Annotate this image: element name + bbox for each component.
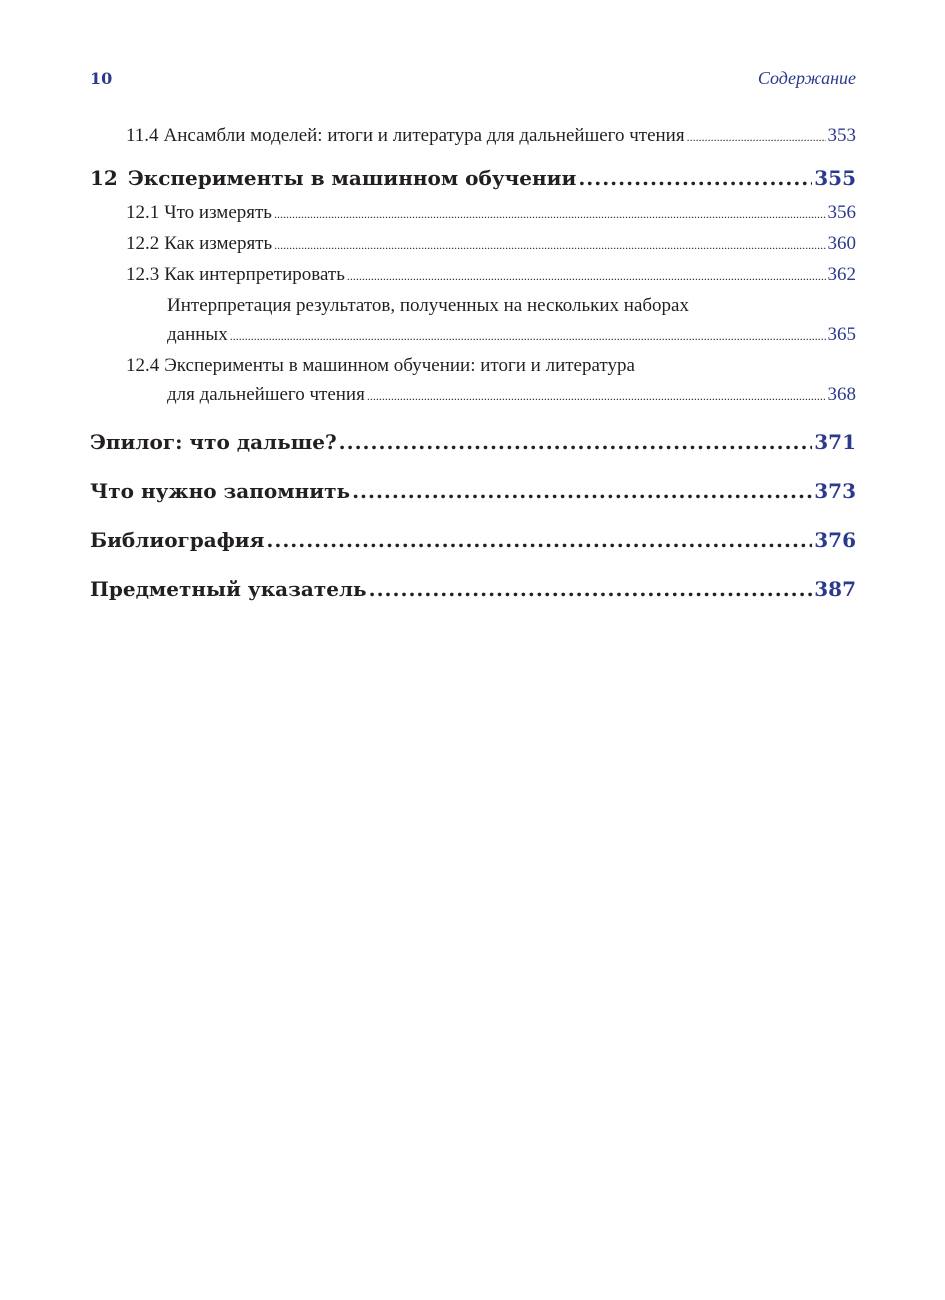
- section-number: 12.3: [126, 264, 160, 285]
- page-ref: 376: [814, 528, 856, 552]
- toc-entry-12-1[interactable]: [90, 198, 856, 229]
- subsection-title-row: [90, 320, 856, 351]
- dot-leader: [230, 322, 826, 351]
- toc-index[interactable]: [90, 575, 856, 603]
- section-title-line1: Эксперименты в машинном обучении: итоги и литература: [164, 355, 635, 376]
- index-title: Предметный указатель: [90, 577, 367, 601]
- toc-epilogue[interactable]: [90, 428, 856, 456]
- dot-leader: [339, 428, 813, 456]
- section-title-line2: для дальнейшего чтения: [167, 384, 365, 405]
- dot-leader: [687, 123, 826, 152]
- toc-remember[interactable]: [90, 477, 856, 505]
- toc-chapter-12[interactable]: [90, 164, 856, 192]
- bibliography-title: Библиография: [90, 528, 265, 552]
- toc-entry-12-3[interactable]: [90, 260, 856, 291]
- page-ref: 387: [814, 577, 856, 601]
- page-ref: 373: [814, 479, 856, 503]
- toc-entry-12-2[interactable]: [90, 229, 856, 260]
- toc-bibliography[interactable]: [90, 526, 856, 554]
- page-ref: 356: [827, 202, 856, 223]
- toc-entry-12-4[interactable]: [90, 351, 856, 411]
- page-ref: 353: [827, 125, 856, 146]
- dot-leader: [369, 575, 813, 603]
- toc-subentry-12-3-1[interactable]: [90, 291, 856, 351]
- section-title: Как измерять: [164, 233, 273, 254]
- dot-leader: [352, 477, 812, 505]
- dot-leader: [578, 164, 812, 192]
- running-head: Содержание: [757, 68, 856, 88]
- section-number: 12.4: [126, 355, 160, 376]
- page-ref: 355: [814, 166, 856, 190]
- page-ref: 365: [827, 324, 856, 345]
- page-ref: 368: [827, 384, 856, 405]
- dot-leader: [274, 200, 826, 229]
- dot-leader: [266, 526, 812, 554]
- section-number: 12.1: [126, 202, 160, 223]
- section-title: Как интерпретировать: [164, 264, 345, 285]
- section-title: Что измерять: [164, 202, 272, 223]
- dot-leader: [274, 231, 825, 260]
- epilogue-title: Эпилог: что дальше?: [90, 430, 337, 454]
- section-title-row: [90, 351, 856, 380]
- dot-leader: [367, 382, 826, 411]
- chapter-title: Эксперименты в машинном обучении: [127, 166, 577, 190]
- section-number: 12.2: [126, 233, 160, 254]
- section-title-continuation: [90, 380, 856, 411]
- dot-leader: [347, 262, 826, 291]
- section-title: Ансамбли моделей: итоги и литература для дальнейшего чтения: [163, 125, 685, 146]
- page-number: 10: [90, 69, 113, 88]
- page-ref: 362: [827, 264, 856, 285]
- toc-entry-11-4[interactable]: [90, 121, 856, 152]
- subsection-title-line1: Интерпретация результатов, полученных на нескольких наборах: [167, 295, 689, 316]
- page-ref: 371: [814, 430, 856, 454]
- remember-title: Что нужно запомнить: [90, 479, 351, 503]
- table-of-contents: [90, 121, 856, 603]
- section-number: 11.4: [126, 125, 159, 146]
- page-ref: 360: [827, 233, 856, 254]
- page-header: [90, 68, 856, 92]
- subsection-title-line2: данных: [167, 324, 228, 345]
- chapter-number: 12: [90, 166, 118, 190]
